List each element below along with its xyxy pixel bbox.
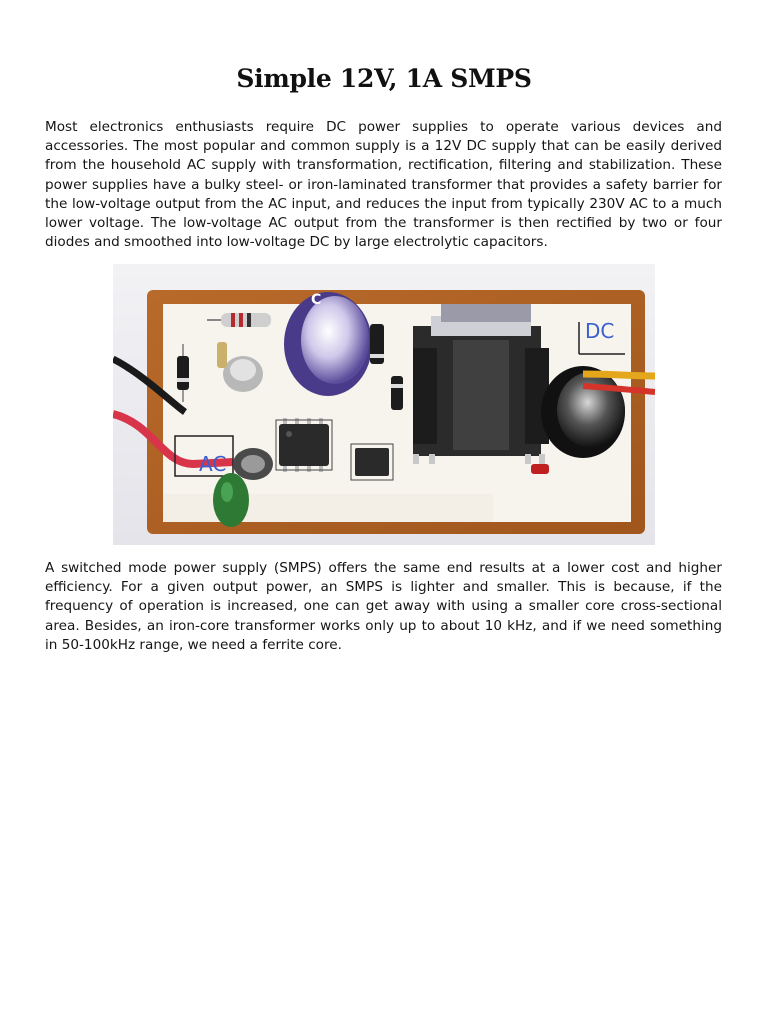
intro-paragraph: Most electronics enthusiasts require DC power supplies to operate various devices and accessories. The most popular and common supply is a 12V DC supply that can be easily derived from the household AC supply with transformation, rectification, filtering and stabilization. These power supplies have a bulky steel- or iron-laminated transformer that provides a safety barrier for the low-voltage output from the AC input, and reduces the input from typically 230V AC to a much lower voltage. The low-voltage AC output from the transformer is then rectified by two or four diodes and smoothed into low-voltage DC by large electrolytic capacitors. xyxy=(45,119,722,251)
ac-label: AC xyxy=(199,452,227,476)
smps-board-photo xyxy=(113,264,655,545)
svg-text:C: C xyxy=(311,292,322,308)
page-title: Simple 12V, 1A SMPS xyxy=(236,64,532,93)
dc-label: DC xyxy=(585,319,615,343)
smps-paragraph: A switched mode power supply (SMPS) offers the same end results at a lower cost and higher efficiency. For a given output power, an SMPS is lighter and smaller. This is because, if the frequency of operation is increased, one can get away with using a smaller core cross-sectional area. Besides, an iron-core transformer works only up to about 10 kHz, and if we need something in 50-100kHz range, we need a ferrite core. xyxy=(45,560,722,653)
